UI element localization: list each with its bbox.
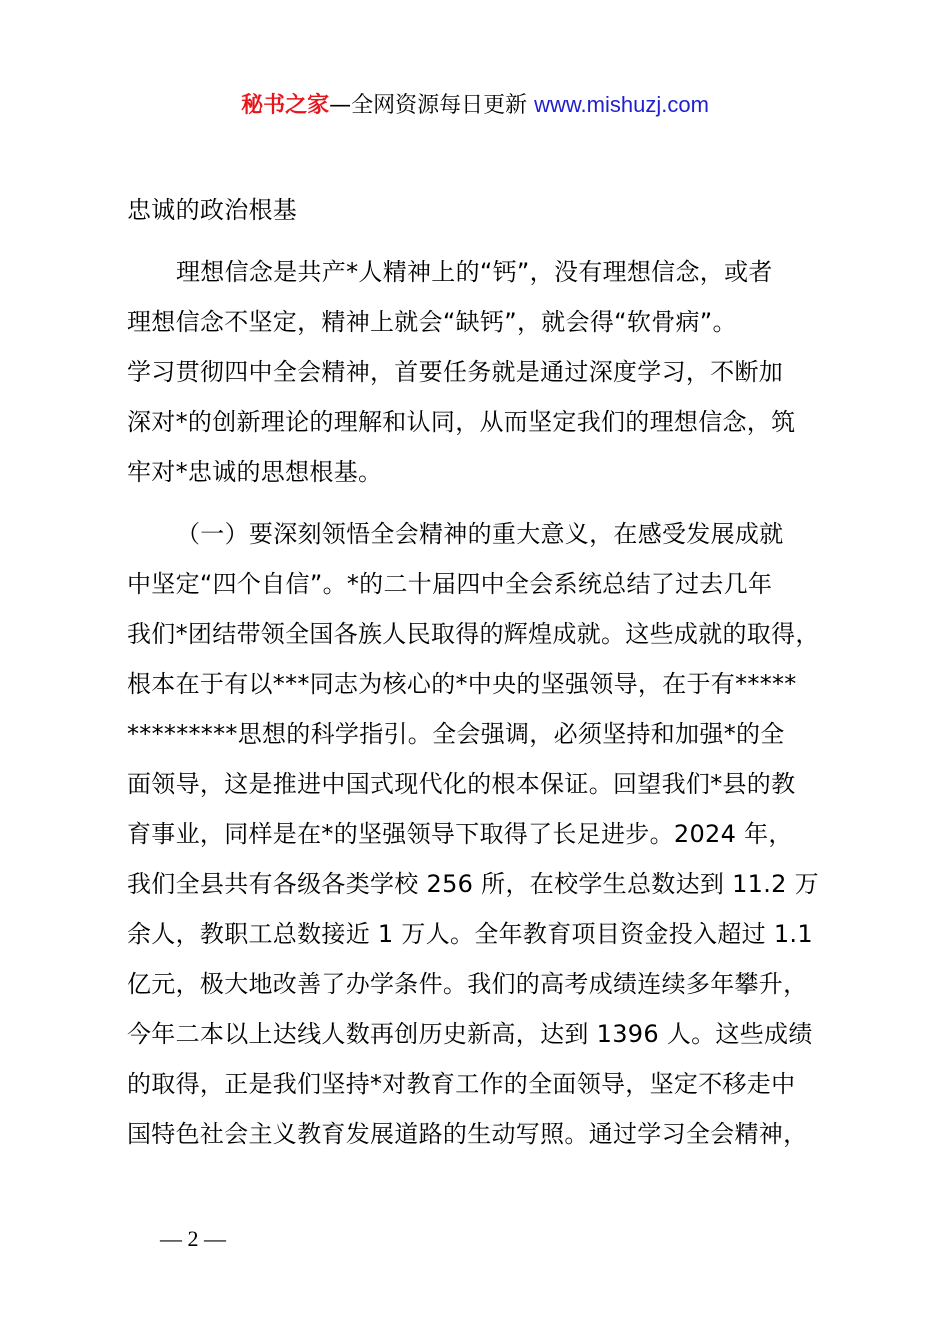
paragraph-line: 我们全县共有各级各类学校 256 所，在校学生总数达到 11.2 万 (127, 870, 819, 898)
paragraph-line: 面领导，这是推进中国式现代化的根本保证。回望我们*县的教 (127, 770, 796, 798)
paragraph-line: 我们*团结带领全国各族人民取得的辉煌成就。这些成就的取得， (127, 620, 820, 648)
header-tagline: —全网资源每日更新 (329, 93, 528, 118)
paragraph-line: 理想信念不坚定，精神上就会“缺钙”，就会得“软骨病”。 (127, 308, 737, 336)
subsection-heading: （一）要深刻领悟全会精神的重大意义，在感受发展成就 (176, 520, 784, 548)
paragraph-line: 国特色社会主义教育发展道路的生动写照。通过学习全会精神， (127, 1120, 808, 1148)
paragraph-line: 牢对*忠诚的思想根基。 (127, 458, 383, 486)
paragraph-line: 的取得，正是我们坚持*对教育工作的全面领导，坚定不移走中 (127, 1070, 796, 1098)
document-body (127, 185, 839, 1159)
paragraph-line: 理想信念是共产*人精神上的“钙”，没有理想信念，或者 (176, 258, 773, 286)
section-heading-tail: 忠诚的政治根基 (127, 196, 298, 224)
paragraph-line: 育事业，同样是在*的坚强领导下取得了长足进步。2024 年， (127, 820, 793, 848)
brand-name: 秘书之家 (241, 93, 330, 118)
paragraph-line: 学习贯彻四中全会精神，首要任务就是通过深度学习，不断加 (127, 358, 784, 386)
page-number: — 2 — (160, 1226, 226, 1251)
site-header (0, 88, 950, 123)
paragraph-line: 根本在于有以***同志为核心的*中央的坚强领导，在于有***** (127, 670, 797, 698)
site-url-link[interactable]: www.mishuzj.com (534, 92, 709, 117)
paragraph-line: 深对*的创新理论的理解和认同，从而坚定我们的理想信念，筑 (127, 408, 796, 436)
paragraph-line: 余人，教职工总数接近 1 万人。全年教育项目资金投入超过 1.1 (127, 920, 813, 948)
paragraph-line: 亿元，极大地改善了办学条件。我们的高考成绩连续多年攀升， (127, 970, 808, 998)
paragraph-line: *********思想的科学指引。全会强调，必须坚持和加强*的全 (127, 720, 785, 748)
paragraph-line: 中坚定“四个自信”。*的二十届四中全会系统总结了过去几年 (127, 570, 773, 598)
paragraph-line: 今年二本以上达线人数再创历史新高，达到 1396 人。这些成绩 (127, 1020, 813, 1048)
